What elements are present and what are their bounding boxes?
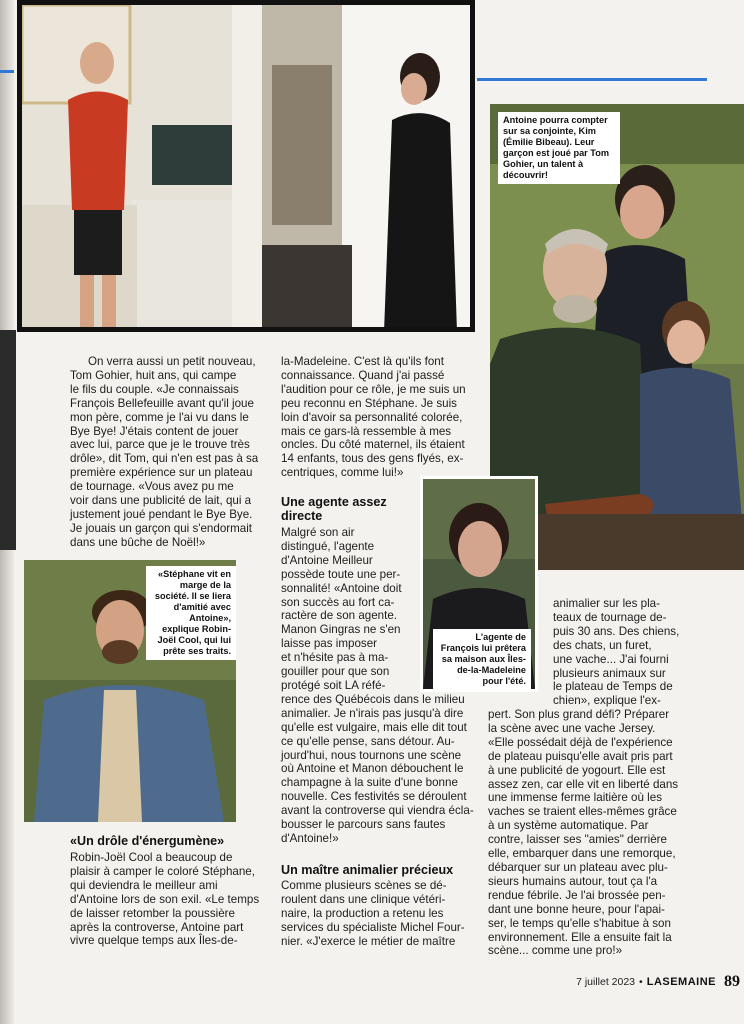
col2-line: peu reconnu en Stéphane. Je suis (281, 396, 457, 410)
heading-energumene: «Un drôle d'énergumène» (70, 834, 225, 848)
col1-line: drôle», dit Tom, qui n'en est pas à sa (70, 452, 259, 466)
col1-bottom-line: d'Antoine lors de son exil. «Le temps (70, 892, 260, 906)
accent-rule-right (477, 78, 707, 81)
article-col2-top (281, 355, 481, 480)
robin-photo (24, 560, 236, 822)
col3-bottom-line: débarquer sur un plateau avec plu- (488, 860, 668, 874)
col1-bottom-line: de laisser retomber la poussière (70, 906, 235, 920)
col2-agente-line: protégé soit LA réfé- (281, 678, 386, 692)
footer-bullet: • (639, 976, 643, 988)
col2-animalier-line: services du spécialiste Michel Four- (281, 920, 465, 934)
page-gutter-dark (0, 330, 16, 550)
page-number: 89 (724, 973, 740, 990)
col1-line: avec lui, parce que je le trouve très (70, 438, 250, 452)
col2-agente-line: bousser le parcours sans fautes (281, 818, 446, 832)
col1-line: Bye Bye! J'étais content de jouer (70, 424, 239, 438)
magazine-name: LASEMAINE (646, 976, 716, 988)
col2-agente-line: champagne à la suite d'une bonne (281, 776, 458, 790)
page-footer (540, 972, 740, 992)
col2-line: l'audition pour ce rôle, je me suis un (281, 382, 466, 396)
heading-agente: Une agente assez directe (281, 495, 387, 523)
col3-bottom-line: assez zen, car elle vit en liberté dans (488, 777, 679, 791)
article-col2-animalier (281, 879, 481, 949)
col3-line: chien», explique l'ex- (553, 694, 661, 708)
col3-line: des chats, un furet, (553, 638, 652, 652)
family-caption: Antoine pourra compter sur sa conjointe, Kim (Émilie Bibeau). Leur garçon est joué par Tom Gohier, un talent à découvrir! (498, 112, 620, 184)
col2-animalier-line: naire, la production a retenu les (281, 906, 444, 920)
col1-line: le fils du couple. «Je connaissais (70, 382, 239, 396)
agent-caption: L'agente de François lui prêtera sa maison aux Îles-de-la-Madeleine pour l'été. (433, 629, 531, 690)
col3-bottom-line: ser, le temps qu'elle s'habitue à son (488, 916, 671, 930)
col2-animalier-line: Comme plusieurs scènes se dé- (281, 879, 447, 892)
col2-agente-line: ce qu'elle pense, sans détour. Au- (281, 734, 455, 748)
article-col3-top (553, 597, 743, 708)
col1-line: François Bellefeuille avant qu'il joue (70, 396, 254, 410)
col3-bottom-line: une immense ferme laitière où les (488, 791, 662, 805)
col2-agente-line: qu'elle est vulgaire, mais elle dit tout (281, 720, 467, 734)
col2-animalier-line: roulent dans une clinique vétéri- (281, 892, 446, 906)
col2-agente-line: Manon Gingras ne s'en (281, 623, 401, 637)
col3-bottom-line: scène... comme une pro!» (488, 944, 623, 958)
col1-line: dans une bûche de Noël!» (70, 535, 206, 549)
heading-animalier: Un maître animalier précieux (281, 863, 454, 877)
col3-bottom-line: vaches se traient elles-mêmes grâce (488, 805, 677, 819)
col2-agente-line: avant la controverse qui viendra écla- (281, 804, 474, 818)
col1-line: voir dans une publicité de lait, qui a (70, 494, 252, 508)
col1-line: Je jouais un garçon qui s'endormait (70, 521, 253, 535)
col2-agente-line: son succès au fort ca- (281, 595, 395, 609)
col2-line: connaissance. Quand j'ai passé (281, 368, 445, 382)
col3-line: une vache... J'ai fourni (553, 652, 669, 666)
col2-agente-line: Malgré son air (281, 526, 355, 539)
col2-agente-line: rence des Québécois dans le milieu (281, 692, 465, 706)
col2-agente-line: ractère de son agente. (281, 609, 398, 623)
col2-agente-line: gouiller pour que son (281, 665, 390, 679)
col3-bottom-line: sieurs humains autour, tout ça l'a (488, 874, 658, 888)
article-col2-agente (281, 526, 491, 846)
robin-caption: «Stéphane vit en marge de la société. Il se liera d'amitié avec Antoine», explique Robin-Joël Cool, qui lui prête ses traits. (146, 566, 236, 660)
col3-bottom-line: pert. Son plus grand défi? Préparer (488, 708, 670, 721)
col2-agente-line: distingué, l'agente (281, 539, 375, 553)
col1-line: première expérience sur un plateau (70, 466, 253, 480)
col1-line: justement joué pendant le Bye Bye. (70, 507, 253, 521)
col3-bottom-line: «Elle possédait déjà de l'expérience (488, 735, 673, 749)
col2-animalier-line: nier. «J'exerce le métier de maître (281, 934, 456, 948)
col2-agente-line: laisse pas imposer (281, 637, 378, 651)
col2-agente-line: sonnalité! «Antoine doit (281, 581, 402, 595)
set-photo-image (22, 5, 470, 332)
col3-bottom-line: à un système automatique. Par (488, 819, 649, 833)
col2-agente-line: nouvelle. Ces festivités se déroulent (281, 790, 467, 804)
article-col1-top (70, 355, 270, 550)
col3-bottom-line: de plateau puisqu'elle avait pris part (488, 749, 673, 763)
col1-line: Tom Gohier, huit ans, qui campe (70, 368, 237, 382)
col2-agente-line: d'Antoine!» (281, 831, 339, 845)
col2-line: oncles. Du côté maternel, ils étaient (281, 438, 465, 452)
col3-line: puis 30 ans. Des chiens, (553, 624, 680, 638)
col3-line: le plateau de Temps de (553, 680, 673, 694)
col3-bottom-line: rendue fébrile. Je l'ai brossée pen- (488, 888, 666, 902)
col3-line: plusieurs animaux sur (553, 666, 666, 680)
col3-bottom-line: environnement. Elle a ensuite fait la (488, 930, 672, 944)
col3-bottom-line: contre, laisser ses "amies" derrière (488, 833, 667, 847)
col1-bottom-line: vivre quelque temps aux Îles-de- (70, 934, 238, 948)
col2-agente-line: où Antoine et Manon débouchent le (281, 762, 464, 776)
col1-line: de tournage. «Vous avez pu me (70, 480, 234, 494)
issue-date: 7 juillet 2023 (576, 976, 636, 988)
col3-bottom-line: la scène avec une vache Jersey. (488, 721, 656, 735)
col2-line: mais ce gars-là ressemble à mes (281, 424, 452, 438)
set-photo (17, 0, 475, 332)
article-col3-bottom (488, 708, 738, 958)
article-col1-bottom (70, 851, 275, 948)
col3-bottom-line: elle, embarquer dans une remorque, (488, 847, 676, 861)
col2-line: centriques, comme lui!» (281, 466, 404, 480)
col1-bottom-line: plaisir à camper le coloré Stéphane, (70, 864, 255, 878)
col2-line: 14 enfants, tous des gens flyés, ex- (281, 452, 464, 466)
col3-line: animalier sur les pla- (553, 597, 660, 610)
col3-line: teaux de tournage de- (553, 610, 667, 624)
col2-agente-line: animalier. Je n'irais pas jusqu'à dire (281, 706, 464, 720)
col3-bottom-line: dant une bonne heure, pour l'apai- (488, 902, 665, 916)
col1-line: On verra aussi un petit nouveau, (88, 355, 256, 368)
col1-bottom-line: qui deviendra le meilleur ami (70, 878, 218, 892)
col2-line: loin d'avoir sa personnalité colorée, (281, 410, 463, 424)
accent-rule-left (0, 70, 14, 73)
col1-bottom-line: après la controverse, Antoine part (70, 920, 244, 934)
col2-agente-line: d'Antoine Meilleur (281, 553, 373, 567)
col3-bottom-line: à une publicité de yogourt. Elle est (488, 763, 666, 777)
col1-bottom-line: Robin-Joël Cool a beaucoup de (70, 851, 233, 864)
col2-agente-line: possède toute une per- (281, 567, 401, 581)
col2-line: la-Madeleine. C'est là qu'ils font (281, 355, 444, 368)
col2-agente-line: jourd'hui, nous tournons une scène (281, 748, 462, 762)
col1-line: mon père, comme je l'ai vu dans le (70, 410, 249, 424)
col2-agente-line: et n'hésite pas à ma- (281, 651, 389, 665)
